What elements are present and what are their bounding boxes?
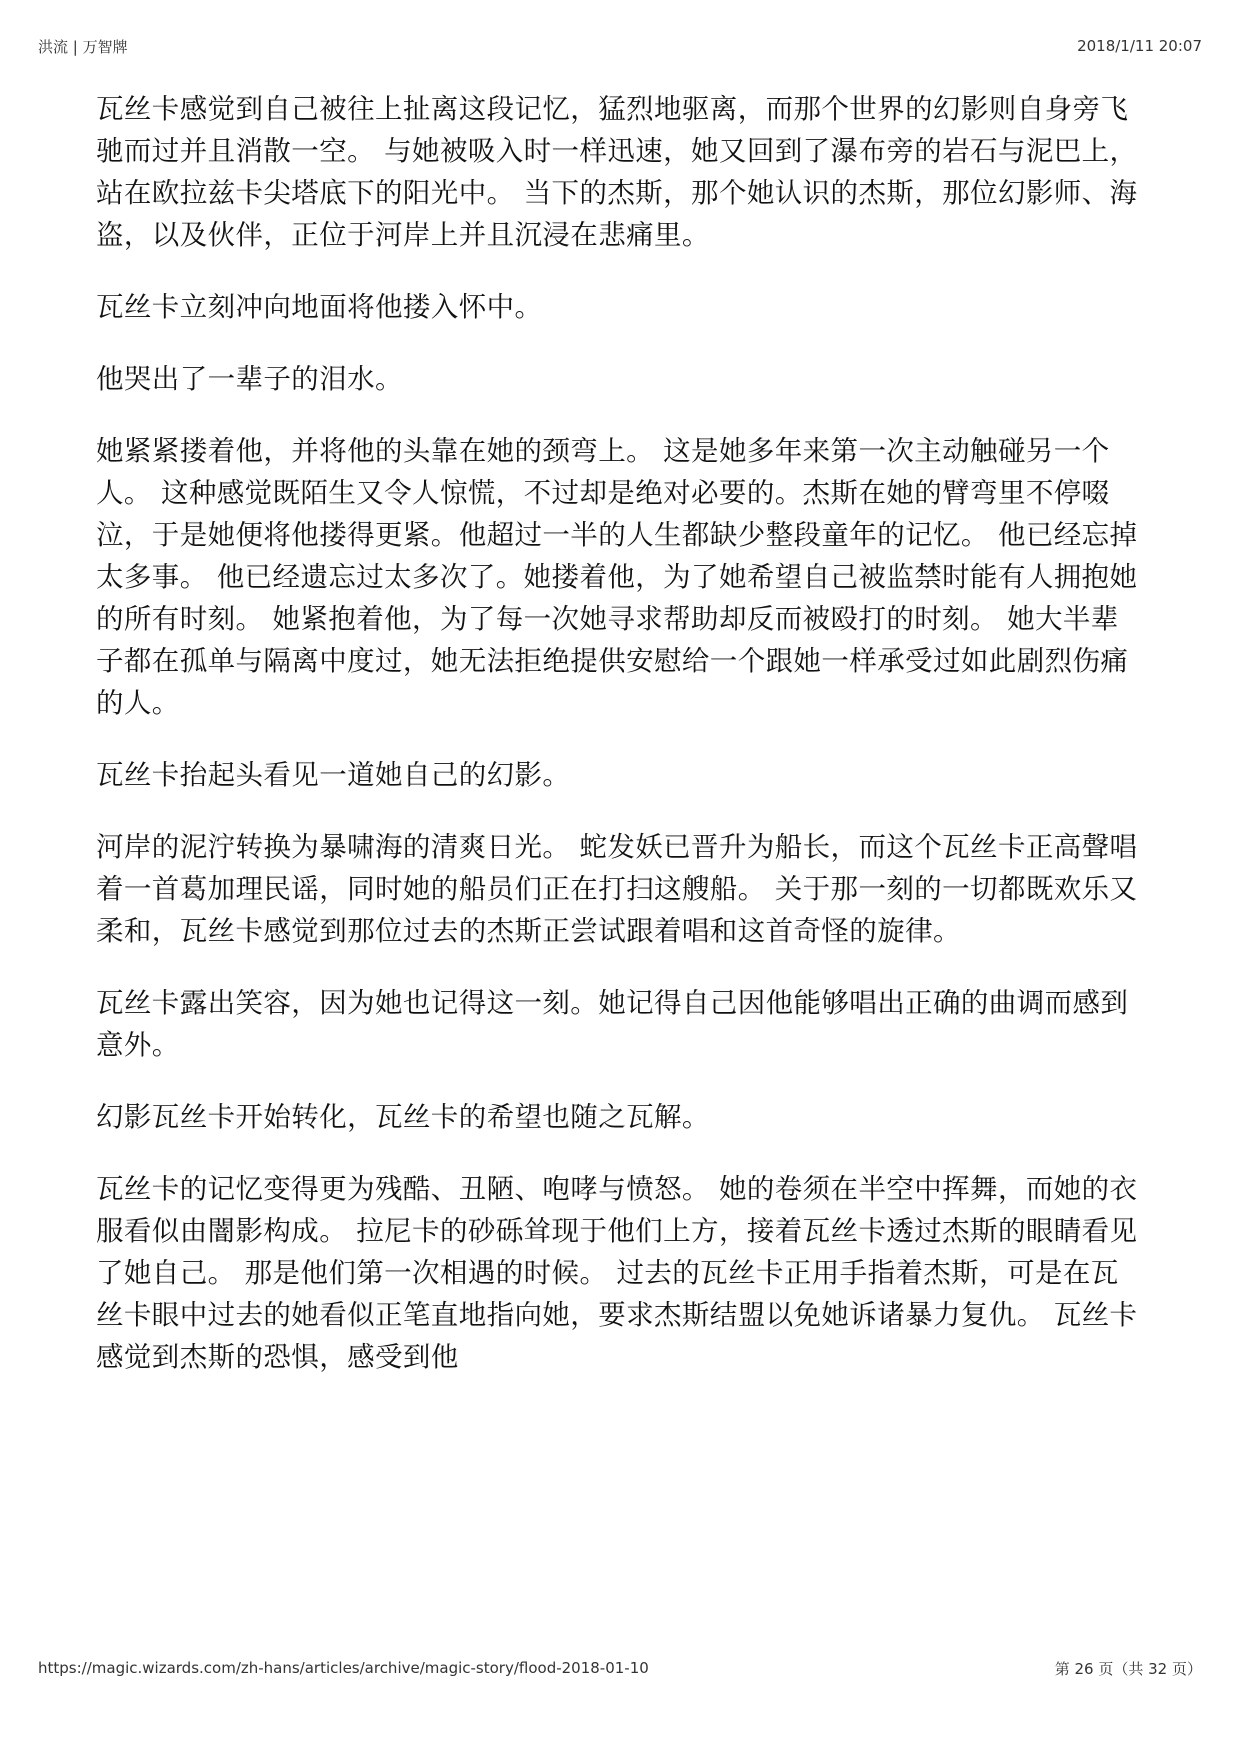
paragraph: 瓦丝卡感觉到自己被往上扯离这段记忆，猛烈地驱离，而那个世界的幻影则自身旁飞驰而过并且消散一空。 与她被吸入时一样迅速，她又回到了瀑布旁的岩石与泥巴上，站在欧拉兹卡尖塔底下的阳光中。 当下的杰斯，那个她认识的杰斯，那位幻影师、海盗，以及伙伴，正位于河岸上并且沉浸在悲痛里。 — [96, 93, 1138, 251]
paragraph: 她紧紧搂着他，并将他的头靠在她的颈弯上。 这是她多年来第一次主动触碰另一个人。 这种感觉既陌生又令人惊慌，不过却是绝对必要的。杰斯在她的臂弯里不停啜泣，于是她便将他搂得更紧。他超过一半的人生都缺少整段童年的记忆。 他已经忘掉太多事。 他已经遗忘过太多次了。她搂着他，为了她希望自己被监禁时能有人拥抱她的所有时刻。 她紧抱着他，为了每一次她寻求帮助却反而被殴打的时刻。 她大半辈子都在孤单与隔离中度过，她无法拒绝提供安慰给一个跟她一样承受过如此剧烈伤痛的人。 — [96, 435, 1138, 719]
print-header — [38, 34, 1202, 58]
paragraph: 瓦丝卡露出笑容，因为她也记得这一刻。她记得自己因他能够唱出正确的曲调而感到意外。 — [96, 987, 1129, 1061]
page-number: 第 26 页（共 32 页） — [1054, 1659, 1202, 1678]
paragraph: 河岸的泥泞转换为暴啸海的清爽日光。 蛇发妖已晋升为船长，而这个瓦丝卡正高聲唱着一首葛加理民谣，同时她的船员们正在打扫这艘船。 关于那一刻的一切都既欢乐又柔和，瓦丝卡感觉到那位过去的杰斯正尝试跟着唱和这首奇怪的旋律。 — [96, 831, 1138, 947]
paragraph: 他哭出了一辈子的泪水。 — [96, 363, 403, 395]
paragraph: 瓦丝卡立刻冲向地面将他搂入怀中。 — [96, 291, 543, 323]
paragraph: 瓦丝卡的记忆变得更为残酷、丑陋、咆哮与愤怒。 她的卷须在半空中挥舞，而她的衣服看似由闇影构成。 拉尼卡的砂砾耸现于他们上方，接着瓦丝卡透过杰斯的眼睛看见了她自己。 那是他们第一次相遇的时候。 过去的瓦丝卡正用手指着杰斯，可是在瓦丝卡眼中过去的她看似正笔直地指向她，要求杰斯结盟以免她诉诸暴力复仇。 瓦丝卡感觉到杰斯的恐惧，感受到他 — [96, 1173, 1138, 1373]
article-body — [96, 88, 1146, 1628]
print-timestamp: 2018/1/11 20:07 — [1077, 37, 1202, 55]
print-footer — [38, 1656, 1202, 1680]
paragraph: 幻影瓦丝卡开始转化，瓦丝卡的希望也随之瓦解。 — [96, 1101, 710, 1133]
paragraph: 瓦丝卡抬起头看见一道她自己的幻影。 — [96, 759, 571, 791]
page-title: 洪流 | 万智牌 — [38, 37, 128, 56]
page-url: https://magic.wizards.com/zh-hans/articles/archive/magic-story/flood-2018-01-10 — [38, 1659, 649, 1677]
